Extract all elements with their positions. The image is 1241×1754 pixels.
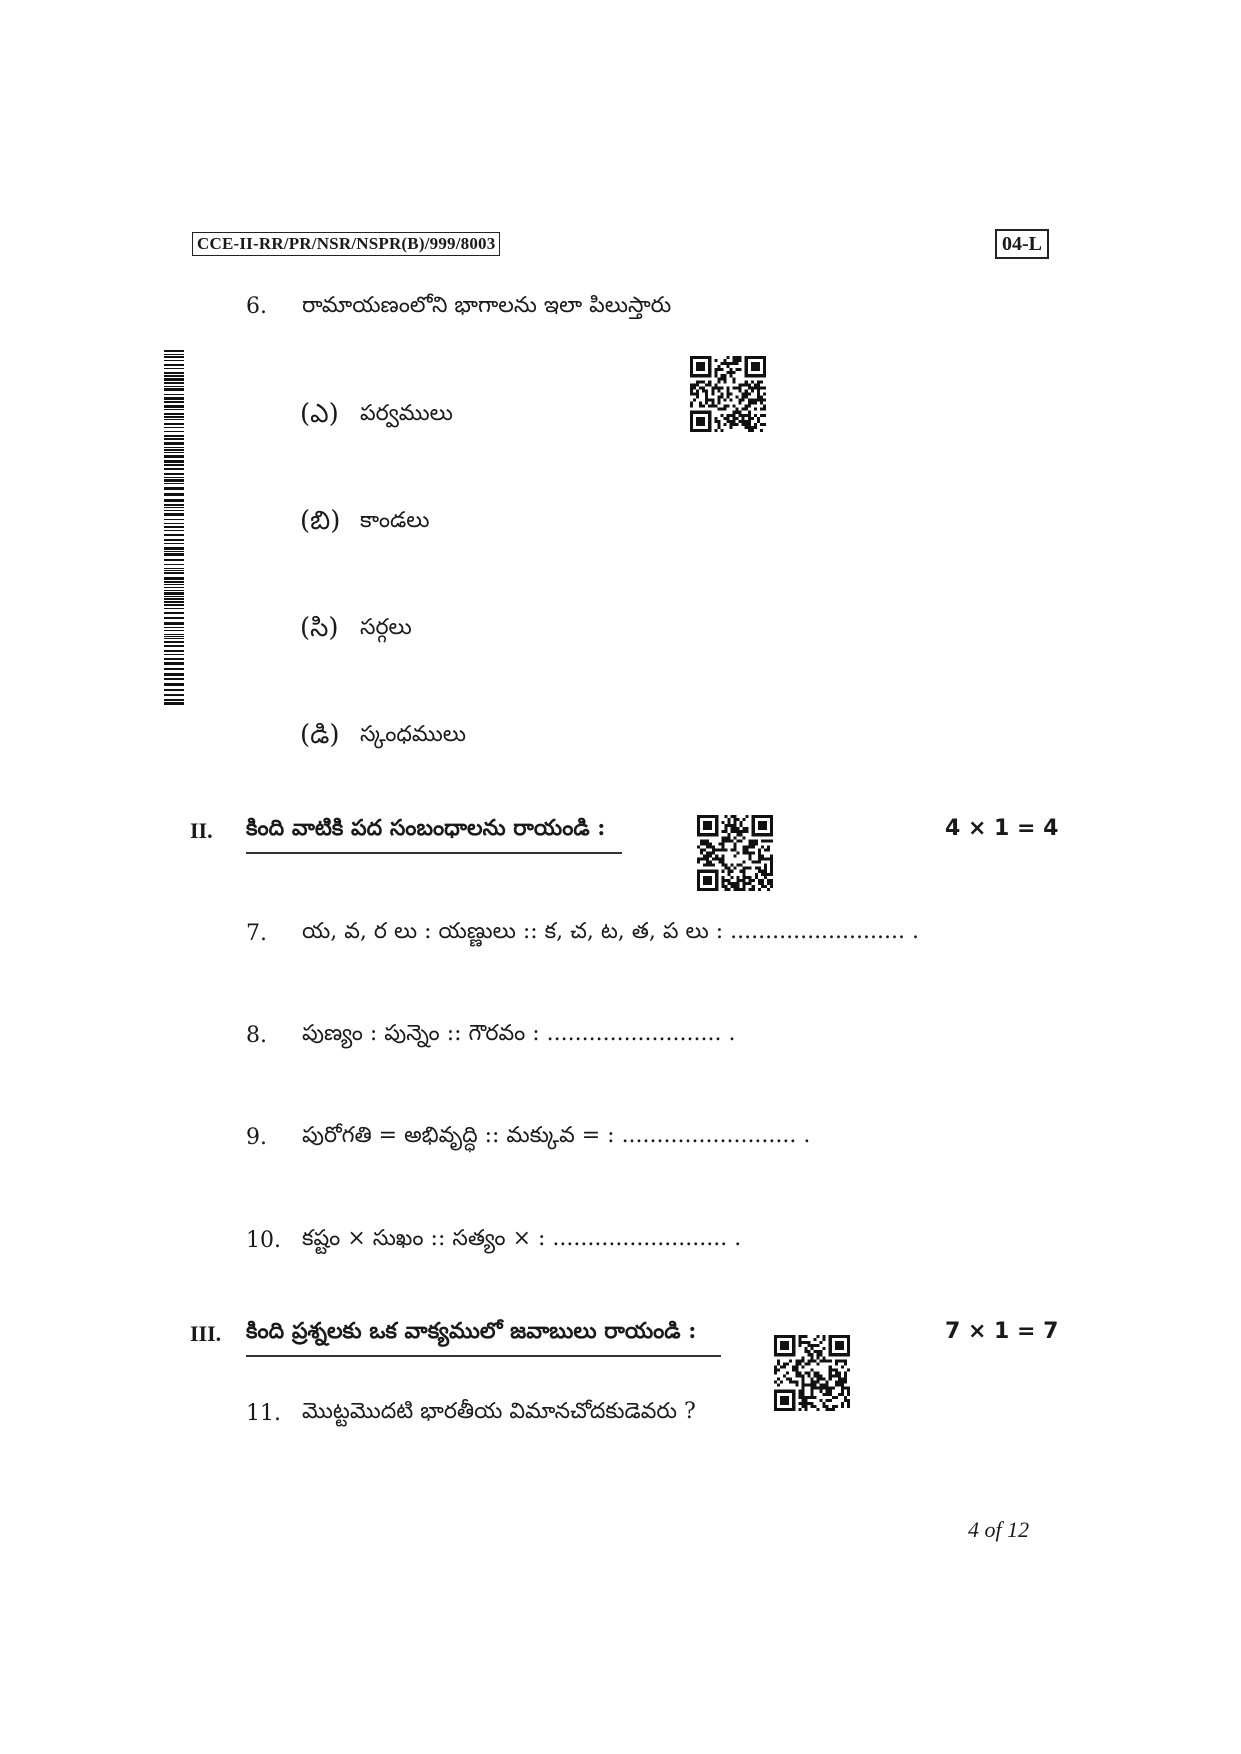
qr-code-icon bbox=[690, 356, 766, 432]
section-3-title: కింది ప్రశ్నలకు ఒక వాక్యములో జవాబులు రాయండి : bbox=[246, 1318, 697, 1344]
option-a-letter: (ఎ) bbox=[300, 399, 339, 429]
section-3-numeral: III. bbox=[190, 1321, 222, 1346]
question-6-number: 6. bbox=[246, 294, 267, 319]
option-d-text: స్కంధములు bbox=[360, 722, 466, 747]
section-2-numeral: II. bbox=[190, 818, 213, 843]
question-8-number: 8. bbox=[246, 1023, 267, 1048]
question-10-text: కష్టం × సుఖం :: సత్యం × : ......................... . bbox=[302, 1226, 742, 1251]
barcode-icon bbox=[164, 348, 184, 710]
option-a-text: పర్వములు bbox=[360, 401, 453, 426]
paper-code: 04-L bbox=[995, 229, 1049, 259]
option-c-letter: (సి) bbox=[300, 613, 339, 643]
question-9-number: 9. bbox=[246, 1125, 267, 1150]
option-b-text: కాండలు bbox=[360, 508, 430, 533]
question-6-text: రామాయణంలోని భాగాలను ఇలా పిలుస్తారు bbox=[302, 293, 672, 318]
option-d-letter: (డి) bbox=[300, 720, 340, 750]
option-c-text: సర్గలు bbox=[360, 615, 412, 640]
exam-code: CCE-II-RR/PR/NSR/NSPR(B)/999/8003 bbox=[192, 232, 500, 256]
question-7-text: య, వ, ర లు : యణ్ణులు :: క, చ, ట, త, ప లు : ......................... . bbox=[302, 919, 919, 944]
question-9-text: పురోగతి = అభివృద్ధి :: మక్కువ = : ......................... . bbox=[302, 1123, 811, 1148]
section-2-marks: 4 × 1 = 4 bbox=[945, 816, 1059, 841]
question-8-text: పుణ్యం : పున్నెం :: గౌరవం : ......................... . bbox=[302, 1021, 736, 1046]
qr-code-icon bbox=[774, 1335, 850, 1411]
question-11-text: మొట్టమొదటి భారతీయ విమానచోదకుడెవరు ? bbox=[302, 1399, 696, 1424]
section-2-underline bbox=[246, 852, 622, 854]
question-7-number: 7. bbox=[246, 921, 267, 946]
page-number: 4 of 12 bbox=[968, 1517, 1030, 1542]
section-3-underline bbox=[246, 1355, 721, 1357]
option-b-letter: (బి) bbox=[300, 506, 341, 536]
section-2-title: కింది వాటికి పద సంబంధాలను రాయండి : bbox=[246, 815, 606, 841]
question-10-number: 10. bbox=[246, 1228, 281, 1253]
section-3-marks: 7 × 1 = 7 bbox=[945, 1319, 1059, 1344]
question-11-number: 11. bbox=[246, 1401, 281, 1426]
qr-code-icon bbox=[697, 815, 773, 891]
